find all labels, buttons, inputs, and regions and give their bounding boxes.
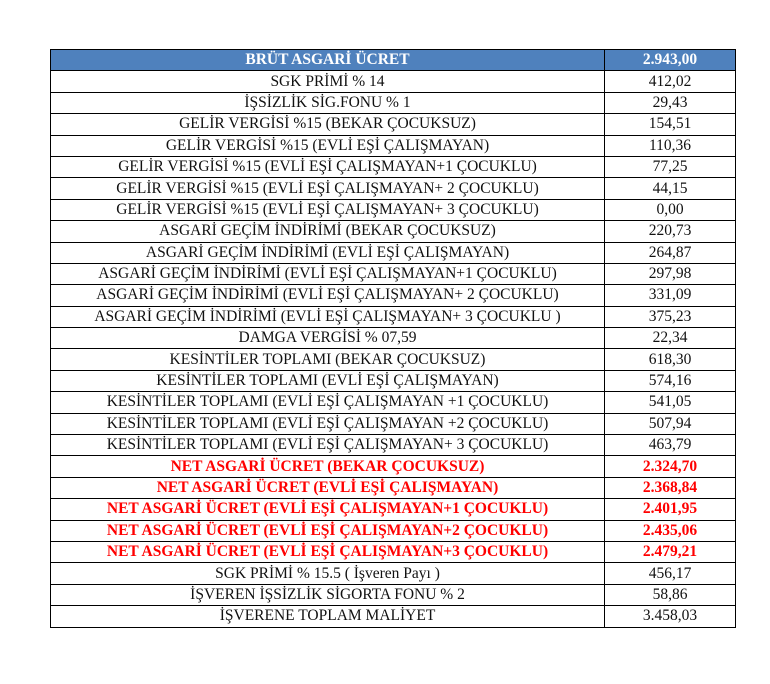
row-label: ASGARİ GEÇİM İNDİRİMİ (EVLİ EŞİ ÇALIŞMAYAN): [51, 242, 605, 263]
row-value: 297,98: [605, 263, 736, 284]
row-label: ASGARİ GEÇİM İNDİRİMİ (EVLİ EŞİ ÇALIŞMAYAN+1 ÇOCUKLU): [51, 263, 605, 284]
row-value: 331,09: [605, 285, 736, 306]
minimum-wage-table: [50, 49, 736, 628]
row-label: NET ASGARİ ÜCRET (EVLİ EŞİ ÇALIŞMAYAN): [51, 477, 605, 498]
row-label: SGK PRİMİ % 14: [51, 71, 605, 92]
table-row: [51, 435, 736, 456]
row-value: 44,15: [605, 178, 736, 199]
table-header-row: [51, 50, 736, 71]
row-value: 3.458,03: [605, 606, 736, 627]
table-row: [51, 563, 736, 584]
row-label: ASGARİ GEÇİM İNDİRİMİ (EVLİ EŞİ ÇALIŞMAYAN+ 3 ÇOCUKLU ): [51, 306, 605, 327]
row-value: 507,94: [605, 413, 736, 434]
row-label: GELİR VERGİSİ %15 (EVLİ EŞİ ÇALIŞMAYAN): [51, 135, 605, 156]
table-row: [51, 242, 736, 263]
row-value: 456,17: [605, 563, 736, 584]
row-value: 2.324,70: [605, 456, 736, 477]
row-value: 618,30: [605, 349, 736, 370]
gross-wage-value: 2.943,00: [605, 50, 736, 71]
row-value: 375,23: [605, 306, 736, 327]
row-label: ASGARİ GEÇİM İNDİRİMİ (BEKAR ÇOCUKSUZ): [51, 221, 605, 242]
row-label: NET ASGARİ ÜCRET (EVLİ EŞİ ÇALIŞMAYAN+2 ÇOCUKLU): [51, 520, 605, 541]
row-value: 220,73: [605, 221, 736, 242]
row-value: 574,16: [605, 370, 736, 391]
row-label: KESİNTİLER TOPLAMI (EVLİ EŞİ ÇALIŞMAYAN+ 3 ÇOCUKLU): [51, 435, 605, 456]
table-row: [51, 92, 736, 113]
row-value: 541,05: [605, 392, 736, 413]
table-row: [51, 306, 736, 327]
row-label: KESİNTİLER TOPLAMI (BEKAR ÇOCUKSUZ): [51, 349, 605, 370]
row-value: 110,36: [605, 135, 736, 156]
row-value: 154,51: [605, 114, 736, 135]
net-wage-row: [51, 541, 736, 562]
row-label: İŞSİZLİK SİG.FONU % 1: [51, 92, 605, 113]
row-label: SGK PRİMİ % 15.5 ( İşveren Payı ): [51, 563, 605, 584]
row-label: İŞVERENE TOPLAM MALİYET: [51, 606, 605, 627]
row-label: GELİR VERGİSİ %15 (EVLİ EŞİ ÇALIŞMAYAN+ 3 ÇOCUKLU): [51, 199, 605, 220]
table-row: [51, 328, 736, 349]
table-row: [51, 263, 736, 284]
table-row: [51, 71, 736, 92]
table-row: [51, 370, 736, 391]
row-value: 2.435,06: [605, 520, 736, 541]
row-label: GELİR VERGİSİ %15 (BEKAR ÇOCUKSUZ): [51, 114, 605, 135]
net-wage-row: [51, 456, 736, 477]
row-label: KESİNTİLER TOPLAMI (EVLİ EŞİ ÇALIŞMAYAN +1 ÇOCUKLU): [51, 392, 605, 413]
table-row: [51, 392, 736, 413]
row-value: 2.368,84: [605, 477, 736, 498]
row-value: 22,34: [605, 328, 736, 349]
row-value: 412,02: [605, 71, 736, 92]
table-row: [51, 285, 736, 306]
row-value: 463,79: [605, 435, 736, 456]
row-value: 2.479,21: [605, 541, 736, 562]
row-value: 58,86: [605, 584, 736, 605]
row-label: GELİR VERGİSİ %15 (EVLİ EŞİ ÇALIŞMAYAN+1 ÇOCUKLU): [51, 156, 605, 177]
row-label: ASGARİ GEÇİM İNDİRİMİ (EVLİ EŞİ ÇALIŞMAYAN+ 2 ÇOCUKLU): [51, 285, 605, 306]
table-row: [51, 114, 736, 135]
row-value: 77,25: [605, 156, 736, 177]
row-value: 264,87: [605, 242, 736, 263]
wage-table-body: [51, 50, 736, 628]
row-label: NET ASGARİ ÜCRET (EVLİ EŞİ ÇALIŞMAYAN+3 ÇOCUKLU): [51, 541, 605, 562]
row-label: İŞVEREN İŞSİZLİK SİGORTA FONU % 2: [51, 584, 605, 605]
row-value: 2.401,95: [605, 499, 736, 520]
table-row: [51, 221, 736, 242]
row-label: KESİNTİLER TOPLAMI (EVLİ EŞİ ÇALIŞMAYAN): [51, 370, 605, 391]
net-wage-row: [51, 520, 736, 541]
row-value: 29,43: [605, 92, 736, 113]
gross-wage-label: BRÜT ASGARİ ÜCRET: [51, 50, 605, 71]
table-row: [51, 606, 736, 627]
table-row: [51, 584, 736, 605]
net-wage-row: [51, 477, 736, 498]
table-row: [51, 135, 736, 156]
row-label: NET ASGARİ ÜCRET (BEKAR ÇOCUKSUZ): [51, 456, 605, 477]
table-row: [51, 349, 736, 370]
table-row: [51, 199, 736, 220]
row-label: NET ASGARİ ÜCRET (EVLİ EŞİ ÇALIŞMAYAN+1 ÇOCUKLU): [51, 499, 605, 520]
row-label: KESİNTİLER TOPLAMI (EVLİ EŞİ ÇALIŞMAYAN +2 ÇOCUKLU): [51, 413, 605, 434]
row-label: DAMGA VERGİSİ % 07,59: [51, 328, 605, 349]
table-row: [51, 413, 736, 434]
table-row: [51, 178, 736, 199]
row-label: GELİR VERGİSİ %15 (EVLİ EŞİ ÇALIŞMAYAN+ 2 ÇOCUKLU): [51, 178, 605, 199]
row-value: 0,00: [605, 199, 736, 220]
table-row: [51, 156, 736, 177]
net-wage-row: [51, 499, 736, 520]
